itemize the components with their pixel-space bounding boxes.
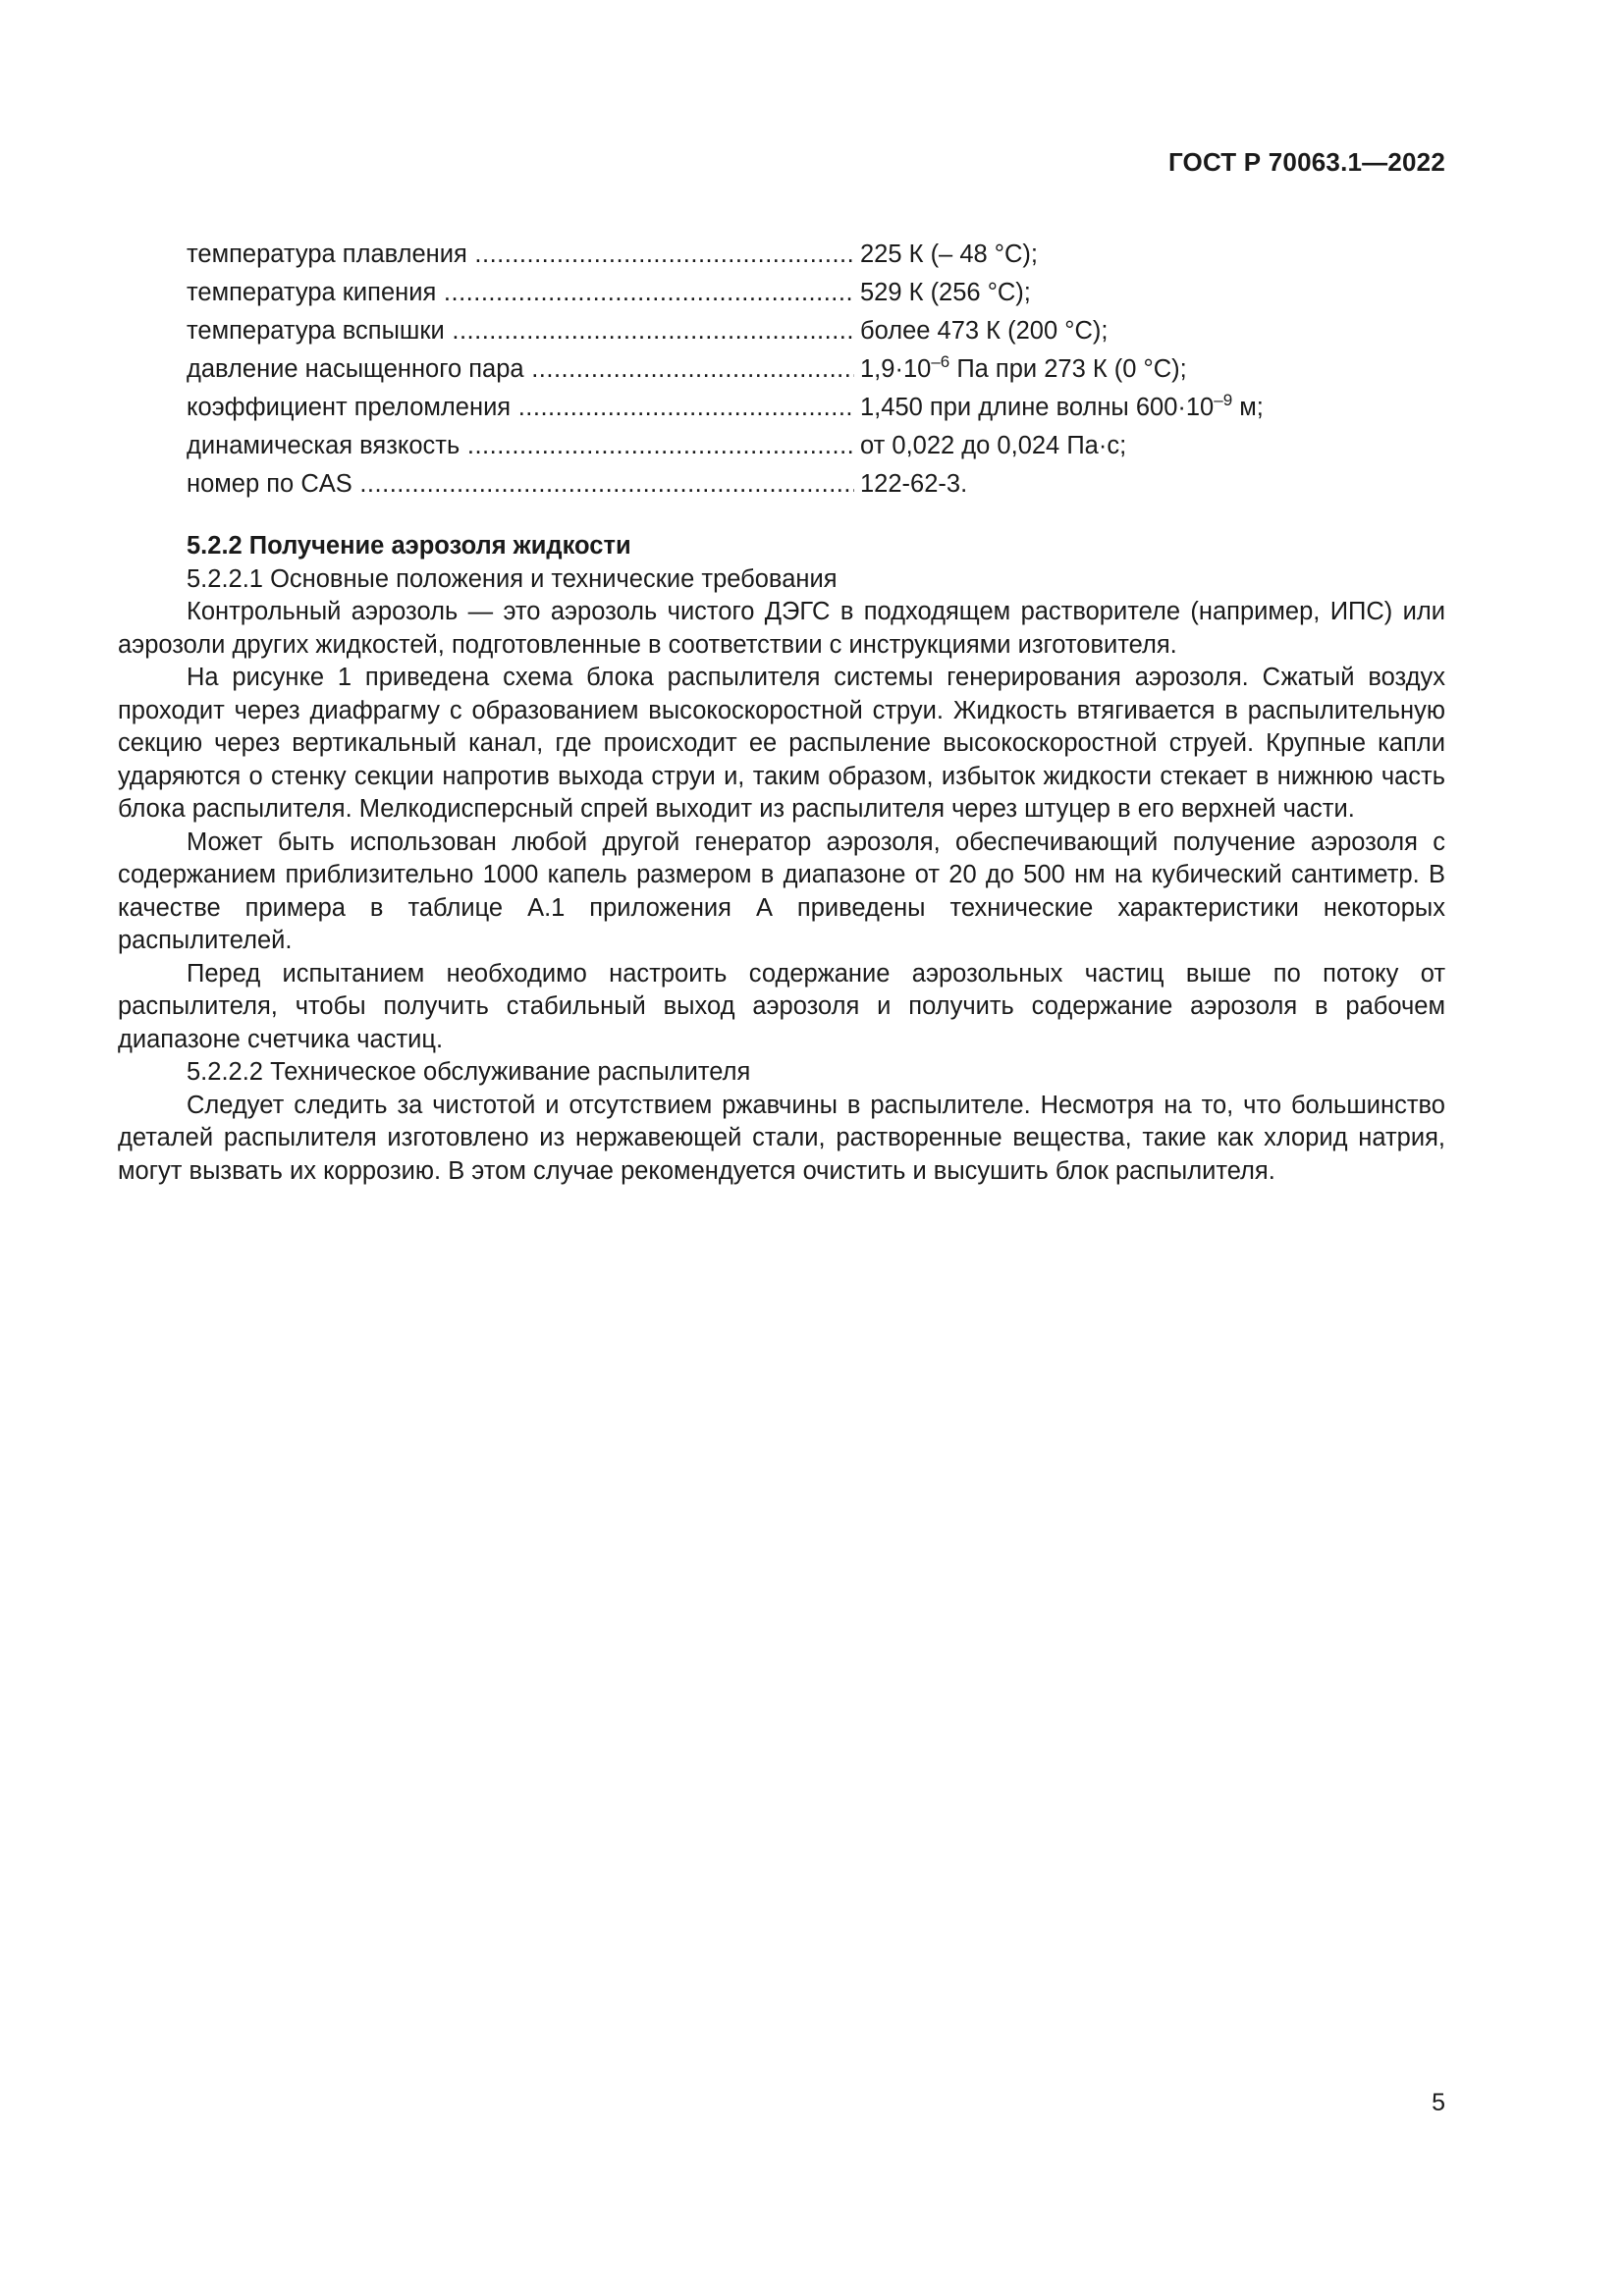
property-value: от 0,022 до 0,024 Па·с; <box>860 432 1127 459</box>
section-title: 5.2.2 Получение аэрозоля жидкости <box>187 532 631 560</box>
page-header-standard: ГОСТ Р 70063.1—2022 <box>1167 147 1445 177</box>
paragraph: Контрольный аэрозоль — это аэрозоль чистого ДЭГС в подходящем растворителе (например, ИПС) или аэрозоли других жидкостей, подготовленные в соответствии с инструкциями изготовителя. <box>118 598 1445 659</box>
property-label: температура кипения ..... <box>187 274 854 312</box>
property-value: 1,450 при длине волны $600\cdot 10^{-9}$ м; <box>860 391 1264 421</box>
property-label: динамическая вязкость ..... <box>187 427 854 465</box>
property-label: температура вспышки ..... <box>187 312 854 350</box>
property-label: давление насыщенного пара ..... <box>187 350 854 389</box>
property-label: коэффициент преломления ..... <box>187 389 854 427</box>
section-body <box>118 530 1445 1188</box>
property-row-boiling-point <box>187 274 1463 312</box>
property-row-melting-point <box>187 236 1463 274</box>
property-value: 122-62-3. <box>860 470 968 498</box>
property-row-cas-number <box>187 465 1463 504</box>
property-row-vapor-pressure <box>187 350 1463 389</box>
properties-list <box>187 236 1463 504</box>
property-value: $1,9\cdot 10^{-6}$ Па при 273 К (0 °С); <box>860 352 1187 383</box>
page-number: 5 <box>1432 2089 1445 2116</box>
property-row-viscosity <box>187 427 1463 465</box>
exponent: –6 <box>931 352 950 371</box>
paragraph: Следует следить за чистотой и отсутствием ржавчины в распылителе. Несмотря на то, что большинство деталей распылителя изготовлено из нержавеющей стали, растворенные вещества, такие как хлорид натрия, могут вызвать их коррозию. В этом случае рекомендуется очистить и высушить блок распылителя. <box>118 1091 1445 1185</box>
paragraph: На рисунке 1 приведена схема блока распылителя системы генерирования аэрозоля. Сжатый воздух проходит через диафрагму с образованием высокоскоростной струи. Жидкость втягивается в распылительную секцию через вертикальный канал, где происходит ее распыление высокоскоростной струей. Крупные капли ударяются о стенку секции напротив выхода струи и, таким образом, избыток жидкости стекает в нижнюю часть блока распылителя. Мелкодисперсный спрей выходит из распылителя через штуцер в его верхней части. <box>118 664 1445 823</box>
property-value: 225 К (– 48 °С); <box>860 240 1038 268</box>
property-value: 529 К (256 °С); <box>860 279 1031 306</box>
paragraph: Может быть использован любой другой генератор аэрозоля, обеспечивающий получение аэрозоля с содержанием приблизительно 1000 капель размером в диапазоне от 20 до 500 нм на кубический сантиметр. В качестве примера в таблице А.1 приложения А приведены технические характеристики некоторых распылителей. <box>118 828 1445 954</box>
exponent: –9 <box>1214 391 1233 409</box>
subsection-title-5-2-2-1: 5.2.2.1 Основные положения и технические требования <box>187 564 838 593</box>
property-label: номер по CAS ..... <box>187 465 854 504</box>
property-row-refractive-index <box>187 389 1463 427</box>
property-value: более 473 К (200 °С); <box>860 317 1109 345</box>
property-row-flash-point <box>187 312 1463 350</box>
paragraph: Перед испытанием необходимо настроить содержание аэрозольных частиц выше по потоку от распылителя, чтобы получить стабильный выход аэрозоля и получить содержание аэрозоля в рабочем диапазоне счетчика частиц. <box>118 959 1445 1053</box>
subsection-title-5-2-2-2: 5.2.2.2 Техническое обслуживание распылителя <box>187 1058 751 1086</box>
property-label: температура плавления ..... <box>187 236 854 274</box>
